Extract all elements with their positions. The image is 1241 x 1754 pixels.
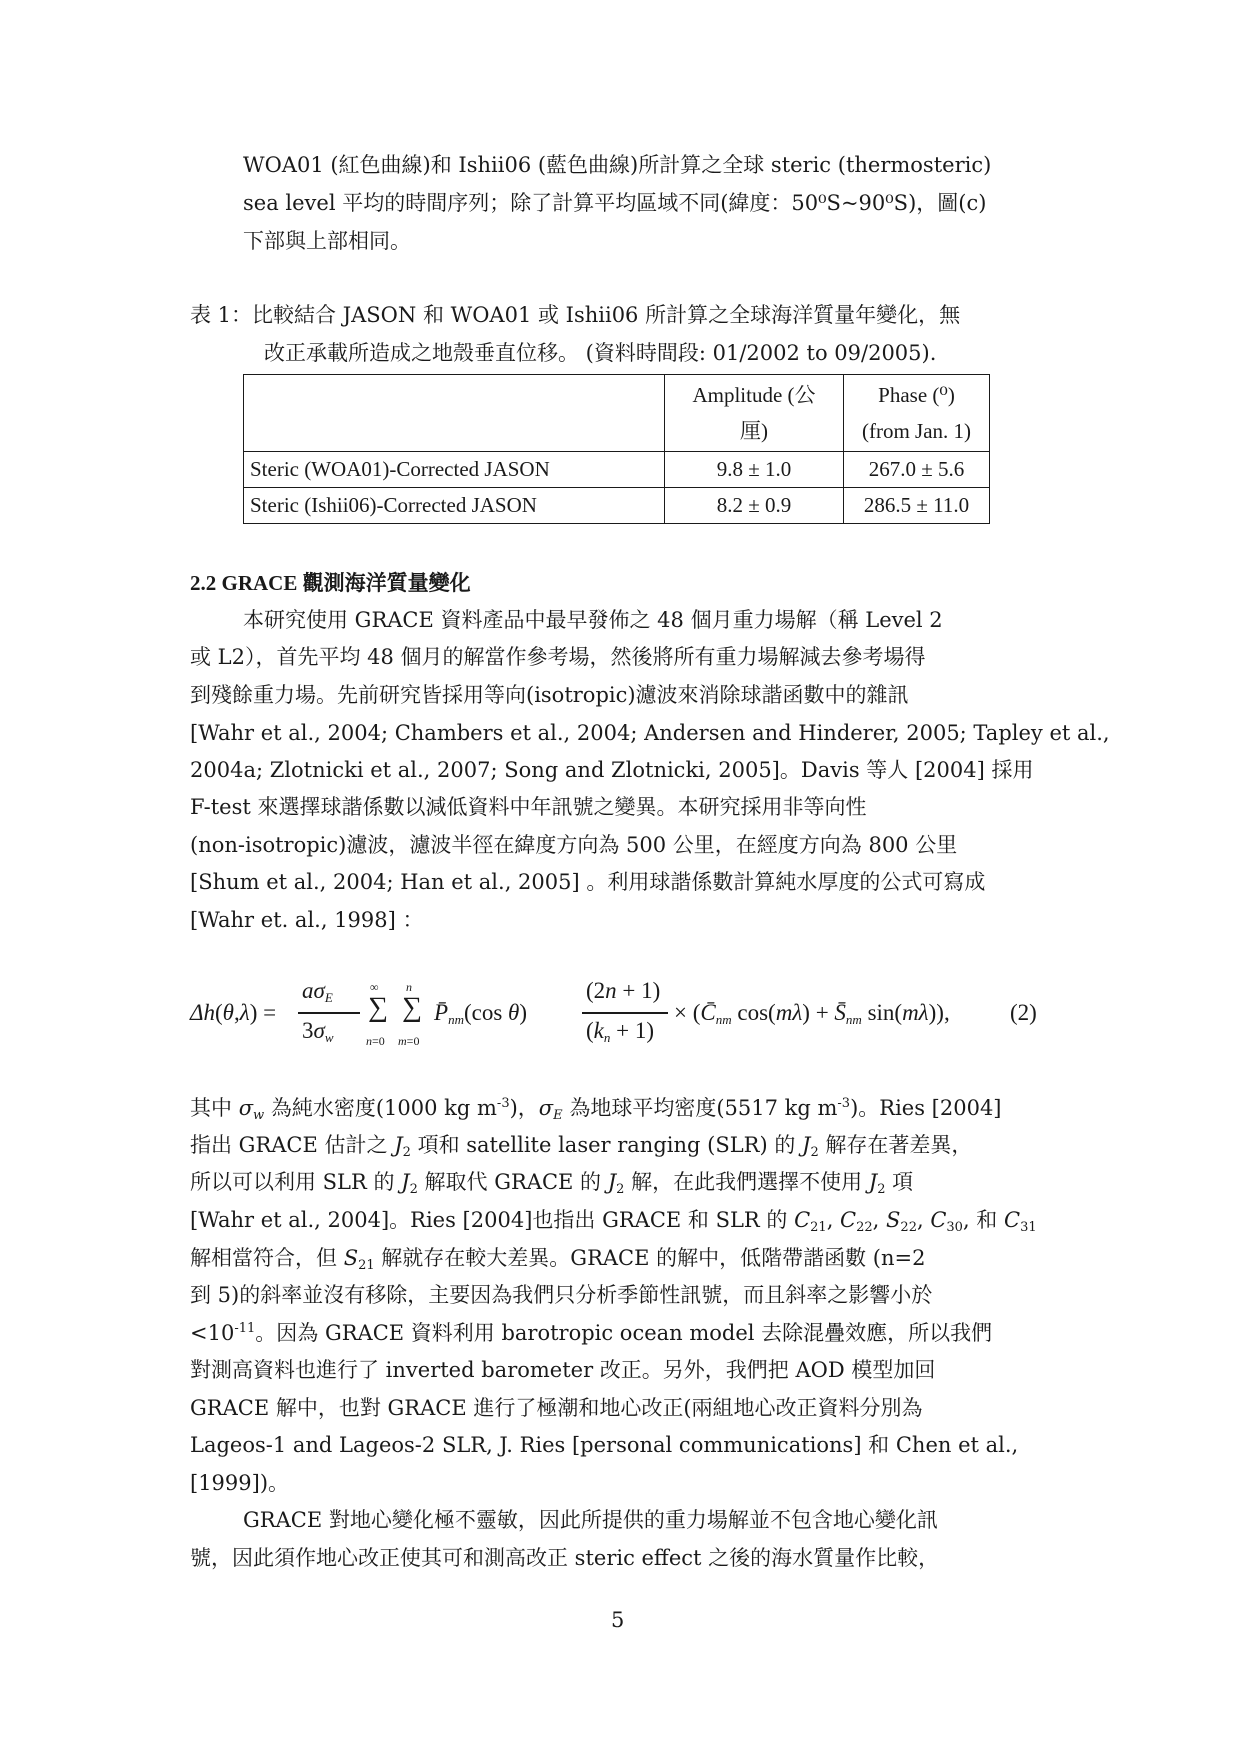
table-row <box>244 452 990 488</box>
table-header-empty <box>244 375 665 452</box>
table-header-phase: Phase (⁰) (from Jan. 1) <box>844 375 990 452</box>
body-line: [Shum et al., 2004; Han et al., 2005] 。利用球諧係數計算純水厚度的公式可寫成 <box>190 870 986 894</box>
table-cell-amplitude: 8.2 ± 0.9 <box>665 488 844 524</box>
table-row <box>244 488 990 524</box>
table-cell-label: Steric (Ishii06)-Corrected JASON <box>244 488 665 524</box>
body-line: $<10^{-11}$。因為 GRACE 資料利用 barotropic ocean model 去除混疊效應，所以我們 <box>190 1321 993 1345</box>
equation-number: (2) <box>1010 1000 1037 1025</box>
body-line: GRACE 對地心變化極不靈敏，因此所提供的重力場解並不包含地心變化訊 <box>243 1508 938 1532</box>
table-cell-phase: 286.5 ± 11.0 <box>844 488 990 524</box>
page-number: 5 <box>611 1608 625 1632</box>
amplitude-table <box>243 374 990 524</box>
body-line: 2004a; Zlotnicki et al., 2007; Song and Zlotnicki, 2005]。Davis 等人 [2004] 採用 <box>190 758 1034 782</box>
table-cell-label: Steric (WOA01)-Corrected JASON <box>244 452 665 488</box>
body-line: 所以可以利用 SLR 的 $J_2$ 解取代 GRACE 的 $J_2$ 解，在此我們選擇不使用 $J_2$ 項 <box>190 1170 914 1197</box>
body-line: Lageos-1 and Lageos-2 SLR, J. Ries [personal communications] 和 Chen et al., <box>190 1433 1019 1457</box>
body-line: 到 5)的斜率並沒有移除，主要因為我們只分析季節性訊號，而且斜率之影響小於 <box>190 1283 933 1307</box>
caption-line: WOA01 (紅色曲線)和 Ishii06 (藍色曲線)所計算之全球 steric (thermosteric) <box>243 153 992 177</box>
body-line: F-test 來選擇球諧係數以減低資料中年訊號之變異。本研究採用非等向性 <box>190 795 867 819</box>
table-caption: 改正承載所造成之地殼垂直位移。 (資料時間段: 01/2002 to 09/2005). <box>264 341 937 365</box>
body-line: 或 L2），首先平均 48 個月的解當作參考場，然後將所有重力場解減去參考場得 <box>190 645 926 669</box>
body-line: [Wahr et. al., 1998] ： <box>190 908 424 932</box>
section-heading: 2.2 GRACE 觀測海洋質量變化 <box>190 571 471 595</box>
table-cell-amplitude: 9.8 ± 1.0 <box>665 452 844 488</box>
body-line: 到殘餘重力場。先前研究皆採用等向(isotropic)濾波來消除球諧函數中的雜訊 <box>190 683 909 707</box>
table-cell-phase: 267.0 ± 5.6 <box>844 452 990 488</box>
body-line: [Wahr et al., 2004]。Ries [2004]也指出 GRACE 和 SLR 的 $C_{21}$, $C_{22}$, $S_{22}$, $C_{30}$, 和 $C_{31}$ <box>190 1208 1037 1235</box>
body-line: (non-isotropic)濾波，濾波半徑在緯度方向為 500 公里，在經度方向為 800 公里 <box>190 833 958 857</box>
caption-line: sea level 平均的時間序列；除了計算平均區域不同(緯度：50⁰S~90⁰S)，圖(c) <box>243 191 987 215</box>
table-header-row <box>244 375 990 452</box>
table-header-amplitude: Amplitude (公 厘) <box>665 375 844 452</box>
table-caption: 表 1：比較結合 JASON 和 WOA01 或 Ishii06 所計算之全球海洋質量年變化，無 <box>190 303 961 327</box>
body-line: 號，因此須作地心改正使其可和測高改正 steric effect 之後的海水質量作比較， <box>190 1546 940 1570</box>
body-line: GRACE 解中，也對 GRACE 進行了極潮和地心改正(兩組地心改正資料分別為 <box>190 1396 923 1420</box>
body-line: 本研究使用 GRACE 資料產品中最早發佈之 48 個月重力場解（稱 Level 2 <box>243 608 943 632</box>
body-line: 對測高資料也進行了 inverted barometer 改正。另外，我們把 AOD 模型加回 <box>190 1358 936 1382</box>
caption-line: 下部與上部相同。 <box>243 229 411 253</box>
body-line: 解相當符合，但 $S_{21}$ 解就存在較大差異。GRACE 的解中，低階帶諧函數 (n=2 <box>190 1246 926 1273</box>
body-line: [1999])。 <box>190 1471 290 1495</box>
body-line: 其中 $\sigma_w$ 為純水密度(1000 kg $m^{-3}$)，$\sigma_E$ 為地球平均密度(5517 kg $m^{-3}$)。Ries [2004] <box>190 1096 1002 1123</box>
body-line: [Wahr et al., 2004; Chambers et al., 2004; Andersen and Hinderer, 2005; Tapley et al., <box>190 721 1110 745</box>
body-line: 指出 GRACE 估計之 $J_2$ 項和 satellite laser ranging (SLR) 的 $J_2$ 解存在著差異， <box>190 1133 973 1160</box>
equation: Δh(θ,λ) = $a\sigma_E$ $3\sigma_w$ ∑ ∑ ∞ n n=0 m=0 $P̄_{nm}(\cos$ θ) (2n + 1) $(k_n + 1)$ × ($C̄_{nm}$ $\cos(m\lambda) + S̄_{nm}$ sin(mλ)), (2) <box>190 978 1037 1048</box>
